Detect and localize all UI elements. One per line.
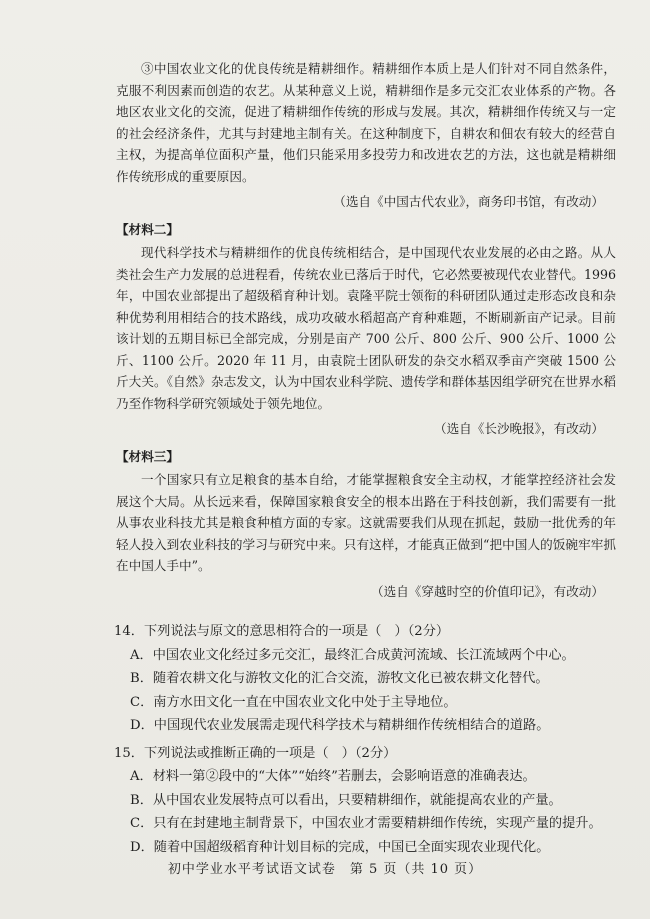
question-14-option-d[interactable]: D．中国现代农业发展需走现代科学技术与精耕细作传统相结合的道路。	[130, 718, 550, 733]
question-14	[114, 620, 614, 738]
reading-materials	[116, 58, 616, 608]
material1-source: （选自《中国古代农业》，商务印书馆，有改动）	[333, 194, 604, 209]
material2-heading: 【材料二】	[116, 221, 179, 237]
question-15-option-b[interactable]: B．从中国农业发展特点可以看出，只要精耕细作，就能提高农业的产量。	[130, 792, 562, 808]
question-15-option-d[interactable]: D．随着中国超级稻育种计划目标的完成，中国已全面实现农业现代化。	[130, 839, 550, 855]
question-14-option-b[interactable]: B．随着农耕文化与游牧文化的汇合交流，游牧文化已被农耕文化替代。	[130, 671, 549, 686]
material3-paragraph: 一个国家只有立足粮食的基本自给，才能掌握粮食安全主动权，才能掌控经济社会发展这个大局。从长远来看，保障国家粮食安全的根本出路在于科技创新，我们需要有一批从事农业科技尤其是粮食种植方面的专家。这就需要我们从现在抓起，鼓励一批优秀的年轻人投入到农业科技的学习与研究中来。只有这样，才能真正做到“把中国人的饭碗牢牢抓在中国人手中”。	[116, 472, 616, 573]
questions	[114, 616, 614, 859]
question-14-stem: 14．下列说法与原文的意思相符合的一项是（ ）（2分）	[114, 624, 450, 639]
material3-source: （选自《穿越时空的价值印记》，有改动）	[371, 583, 604, 599]
question-14-option-a[interactable]: A．中国农业文化经过多元交汇，最终汇合成黄河流域、长江流域两个中心。	[130, 647, 575, 663]
question-15-stem: 15．下列说法或推断正确的一项是（ ）（2分）	[114, 745, 397, 761]
material2-paragraph: 现代科学技术与精耕细作的优良传统相结合，是中国现代农业发展的必由之路。从人类社会生产力发展的总进程看，传统农业已落后于时代，它必然要被现代农业替代。1996 年，中国农业部提出了超级稻育种计划。袁隆平院士领衔的科研团队通过走形态改良和杂种优势利用相结合的技术路线，成功攻破水稻超高产育种难题，不断刷新亩产记录。目前该计划的五期目标已全部完成，分别是亩产 700 公斤、800 公斤、900 公斤、1000 公斤、1100 公斤。2020 年 11 月，由袁院士团队研发的杂交水稻双季亩产突破 1500 公斤大关。《自然》杂志发文，认为中国农业科学院、遗传学和群体基因组学研究在世界水稻乃至作物科学研究领域处于领先地位。	[116, 245, 616, 411]
question-14-option-c[interactable]: C．南方水田文化一直在中国农业文化中处于主导地位。	[130, 694, 457, 710]
page-footer: 初中学业水平考试语文试卷 第 5 页（共 10 页）	[167, 862, 483, 877]
material2-source: （选自《长沙晚报》，有改动）	[433, 421, 604, 436]
question-15	[114, 742, 614, 860]
question-15-option-a[interactable]: A．材料一第②段中的“大体”“始终”若删去，会影响语意的准确表达。	[130, 769, 536, 784]
material1-paragraph: ③中国农业文化的优良传统是精耕细作。精耕细作本质上是人们针对不同自然条件，克服不利因素而创造的农艺。从某种意义上说，精耕细作是多元交汇农业体系的产物。各地区农业文化的交流，促进了精耕细作传统的形成与发展。其次，精耕细作传统又与一定的社会经济条件，尤其与封建地主制有关。在这种制度下，自耕农和佃农有较大的经营自主权，为提高单位面积产量，他们只能采用多投劳力和改进农艺的方法，这也就是精耕细作传统形成的重要原因。	[116, 61, 616, 184]
question-15-option-c[interactable]: C．只有在封建地主制背景下，中国农业才需要精耕细作传统，实现产量的提升。	[130, 816, 602, 831]
material3-heading: 【材料三】	[116, 448, 179, 464]
